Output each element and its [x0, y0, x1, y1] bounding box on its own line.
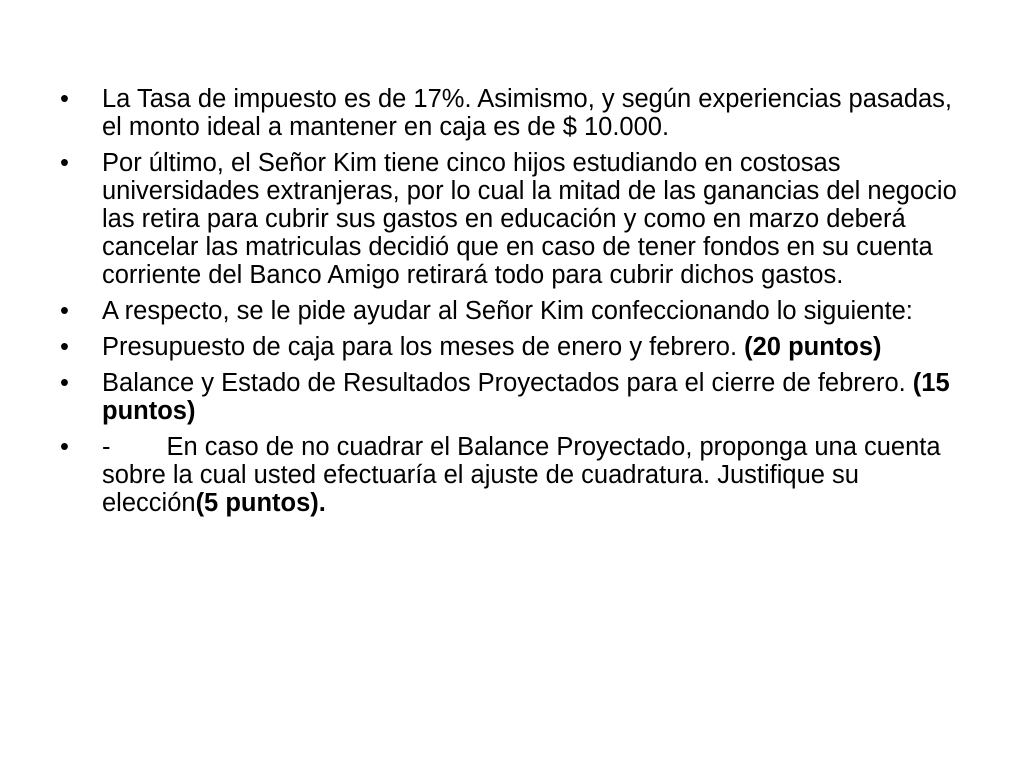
- item-text: La Tasa de impuesto es de 17%. Asimismo, y según experiencias pasadas, el monto ideal a mantener en caja es de $ 10.000.: [102, 85, 953, 141]
- list-item: [60, 433, 960, 517]
- item-text: En caso de no cuadrar el Balance Proyectado, proponga una cuenta sobre la cual usted efectuaría el ajuste de cuadratura. Justifique su elección: [102, 433, 941, 517]
- item-prefix: -: [102, 433, 111, 461]
- item-points: (15 puntos): [102, 369, 950, 425]
- list-item: [60, 149, 960, 289]
- list-item: [60, 369, 960, 425]
- bullet-icon: •: [60, 433, 69, 461]
- bullet-icon: •: [60, 85, 69, 113]
- bullet-icon: •: [60, 297, 69, 325]
- list-item: [60, 333, 960, 361]
- item-text: Por último, el Señor Kim tiene cinco hijos estudiando en costosas universidades extranjeras, por lo cual la mitad de las ganancias del negocio las retira para cubrir sus gastos en educación y como en marzo deberá cancelar las matriculas decidió que en caso de tener fondos en su cuenta corriente del Banco Amigo retirará todo para cubrir dichos gastos.: [102, 149, 957, 289]
- item-text: A respecto, se le pide ayudar al Señor Kim confeccionando lo siguiente:: [102, 297, 913, 325]
- bullet-icon: •: [60, 369, 69, 397]
- item-text: Presupuesto de caja para los meses de enero y febrero.: [102, 333, 745, 361]
- bullet-list: [60, 85, 960, 525]
- item-points: (5 puntos).: [195, 489, 326, 517]
- item-text: Balance y Estado de Resultados Proyectados para el cierre de febrero.: [102, 369, 913, 397]
- item-points: (20 puntos): [744, 333, 882, 361]
- bullet-icon: •: [60, 333, 69, 361]
- list-item: [60, 85, 960, 141]
- bullet-icon: •: [60, 149, 69, 177]
- list-item: [60, 297, 960, 325]
